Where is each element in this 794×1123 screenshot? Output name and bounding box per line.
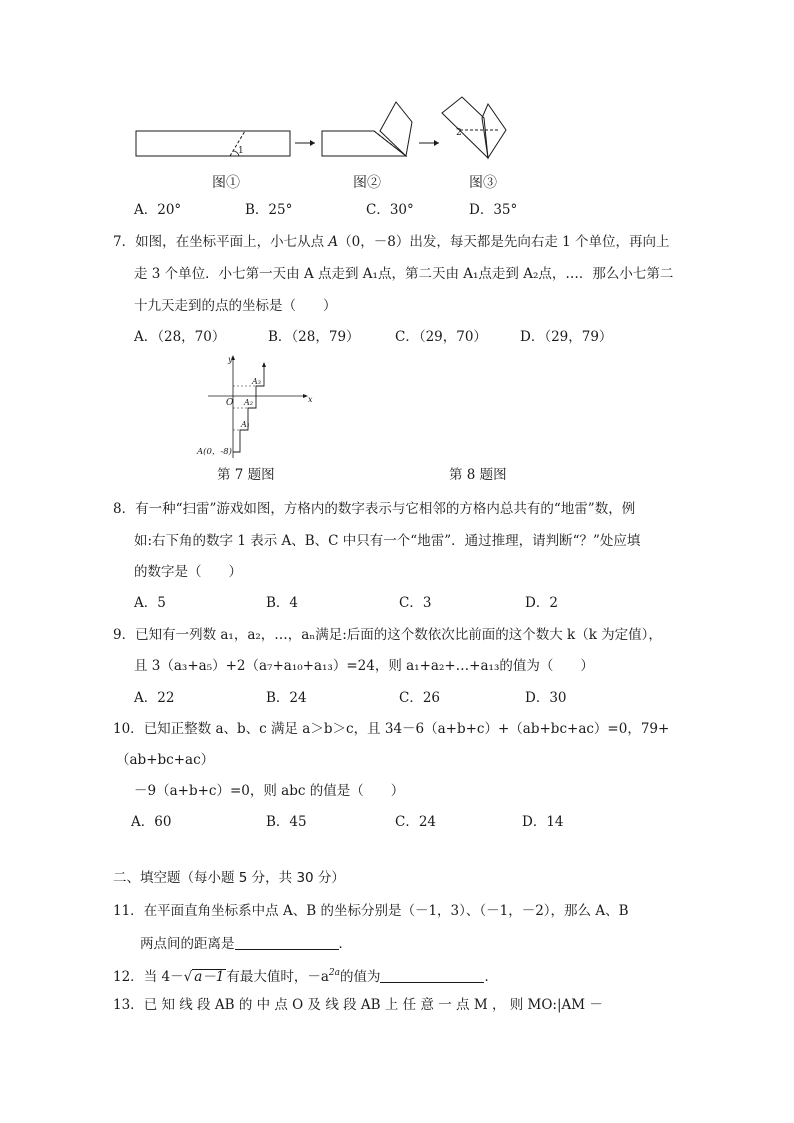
q10-line-1: 10．已知正整数 a、b、c 满足 a＞b＞c，且 34－6（a+b+c）+（ab+bc+ac）=0，79+ <box>113 721 670 737</box>
fig3-angle-label: 2 <box>456 128 462 138</box>
fig3-left-flap <box>442 97 488 158</box>
q10-line-2: （ab+bc+ac） <box>116 752 215 768</box>
q8-line-2: 如:右下角的数字 1 表示 A、B、C 中只有一个“地雷”．通过推理，请判断“？”处应填 <box>134 533 641 549</box>
sqrt-sign: √ <box>183 969 193 985</box>
q9-option-d: D．30 <box>525 690 567 706</box>
q7-option-c: C．（29，70） <box>395 329 487 345</box>
point-a3-label: A₃ <box>252 377 261 386</box>
q10-option-d: D．14 <box>522 814 564 830</box>
q10-option-b: B．45 <box>266 814 307 830</box>
q12-radicand: a－1 <box>194 969 225 985</box>
q7-graph <box>0 350 794 460</box>
q11-line-2: 两点间的距离是 ． <box>140 936 352 952</box>
origin-label: O <box>226 398 234 408</box>
q10-option-c: C．24 <box>395 814 437 830</box>
q7-option-b: B．（28，79） <box>268 329 360 345</box>
q9-option-c: C．26 <box>399 690 441 706</box>
point-a1-label: A₁ <box>241 420 250 429</box>
q6-option-b: B．25° <box>245 202 293 218</box>
section-2-title: 二、填空题（每小题 5 分，共 30 分） <box>113 870 345 886</box>
q13-line-1: 13．已 知 线 段 AB 的 中 点 O 及 线 段 AB 上 任 意 一 点 M ， 则 MO:|AM － <box>113 997 603 1013</box>
q9-line-2: 且 3（a₃+a₅）+2（a₇+a₁₀+a₁₃）=24，则 a₁+a₂+…+a₁₃的值为（ ） <box>134 658 594 674</box>
q10-line-3: －9（a+b+c）=0，则 abc 的值是（ ） <box>134 783 405 799</box>
fig1-caption: 图① <box>212 175 240 191</box>
q10-option-a: A．60 <box>131 814 172 830</box>
q7-option-d: D．（29，79） <box>520 329 613 345</box>
fig1-strip <box>136 131 290 156</box>
q8-line-3: 的数字是（ ） <box>134 564 242 580</box>
y-axis-label: y <box>228 355 233 364</box>
q7-figure-caption: 第 7 题图 <box>217 467 275 483</box>
q6-option-a: A．20° <box>134 202 182 218</box>
q6-option-c: C．30° <box>366 202 414 218</box>
q12-answer-blank[interactable] <box>380 968 484 983</box>
q8-option-c: C．3 <box>399 595 432 611</box>
q8-line-1: 8．有一种“扫雷”游戏如图，方格内的数字表示与它相邻的方格内总共有的“地雷”数，例 <box>113 501 636 517</box>
point-a2-label: A₂ <box>244 398 253 407</box>
q7-step-arrow <box>262 362 266 367</box>
q8-figure-caption: 第 8 题图 <box>449 467 507 483</box>
q12-line: 12．当 4－√ a－1 有最大值时，$-a^{2a}$的值为 ． <box>113 968 498 985</box>
q6-option-d: D．35° <box>469 202 518 218</box>
arrow-2-head <box>434 140 439 146</box>
q11-line-1: 11．在平面直角坐标系中点 A、B 的坐标分别是（－1，3）、（－1，－2），那么 A、B <box>113 903 629 919</box>
x-axis-label: x <box>308 395 313 404</box>
q6-figures <box>0 0 794 175</box>
q7-line-1: 7．如图，在坐标平面上，小七从点 A（0，－8）出发，每天都是先向右走 1 个单位，再向上 <box>113 234 670 250</box>
q8-option-a: A．5 <box>134 595 166 611</box>
q8-option-b: B．4 <box>266 595 299 611</box>
arrow-1-head <box>310 140 315 146</box>
q7-line-3: 十九天走到的点的坐标是（ ） <box>134 298 337 314</box>
q12-exponent: 2a <box>328 968 340 978</box>
q8-option-d: D．2 <box>525 595 558 611</box>
q7-line-2: 走 3 个单位．小七第一天由 A 点走到 A₁点，第二天由 A₁点走到 A₂点，…．那么小七第二 <box>134 266 674 282</box>
fig2-caption: 图② <box>353 175 381 191</box>
fig3-caption: 图③ <box>469 175 497 191</box>
q9-line-1: 9．已知有一列数 a₁，a₂，…，aₙ满足:后面的这个数依次比前面的这个数大 k（k 为定值）， <box>113 627 662 643</box>
q11-answer-blank[interactable] <box>235 935 339 950</box>
q9-option-a: A．22 <box>134 690 175 706</box>
start-point-label: A(0，-8) <box>197 447 232 457</box>
q7-option-a: A．（28，70） <box>134 329 226 345</box>
fig1-angle-label: 1 <box>238 146 244 156</box>
q9-option-b: B．24 <box>266 690 307 706</box>
